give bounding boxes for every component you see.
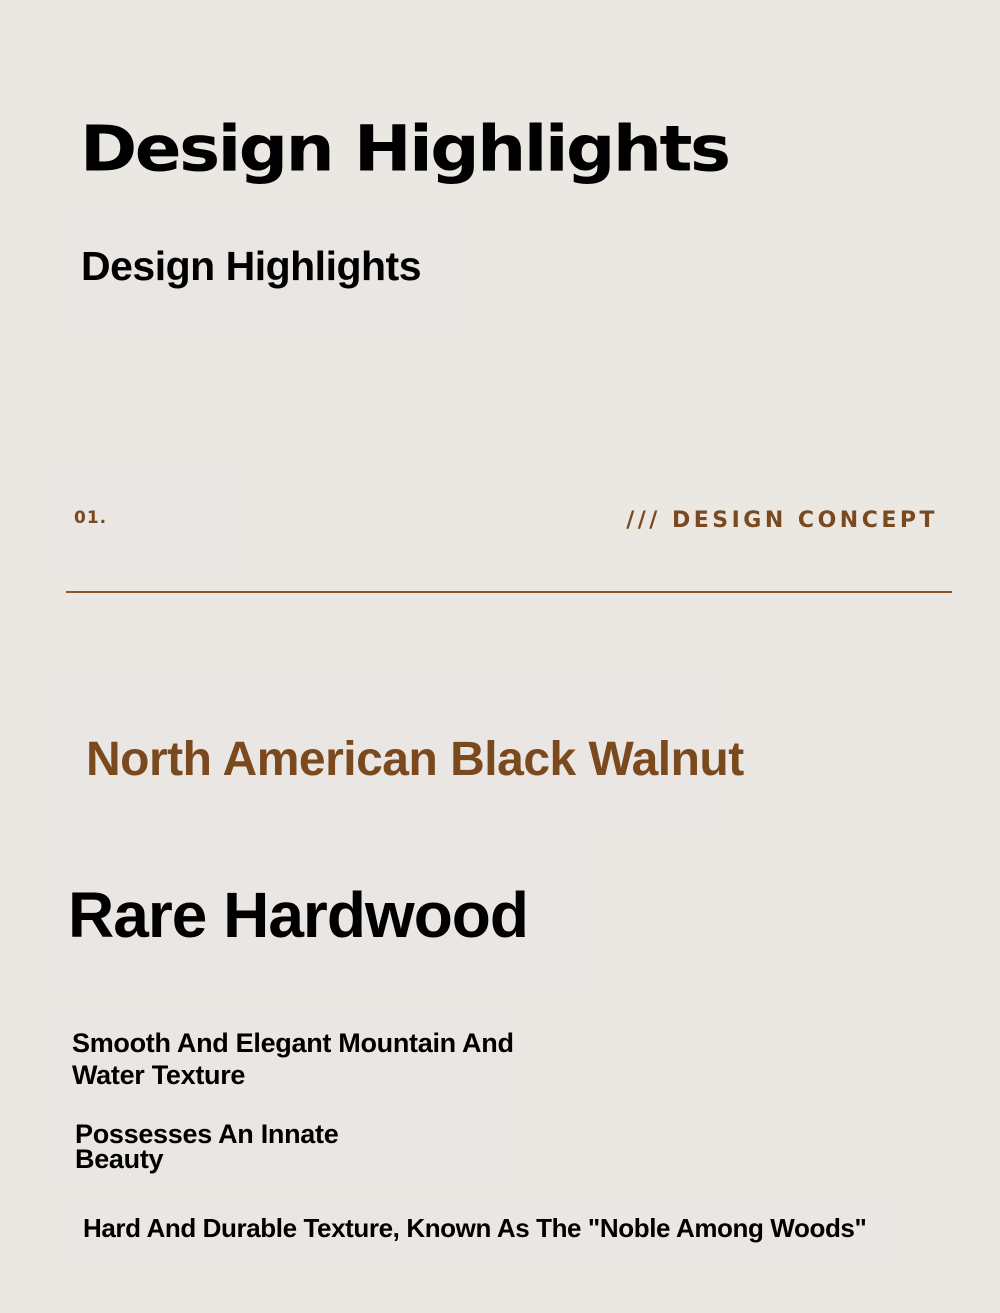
material-name: North American Black Walnut — [86, 733, 744, 786]
feature-item: Possesses An Innate Beauty — [75, 1119, 339, 1174]
page-title: Design Highlights — [80, 112, 729, 187]
material-type: Rare Hardwood — [68, 879, 528, 951]
page-subtitle: Design Highlights — [81, 243, 421, 289]
section-divider — [66, 591, 952, 593]
section-label: /// DESIGN CONCEPT — [626, 508, 938, 533]
section-number: 01. — [74, 508, 108, 528]
feature-item: Smooth And Elegant Mountain And Water Texture — [72, 1028, 514, 1090]
feature-item: Hard And Durable Texture, Known As The "Noble Among Woods" — [83, 1213, 867, 1243]
